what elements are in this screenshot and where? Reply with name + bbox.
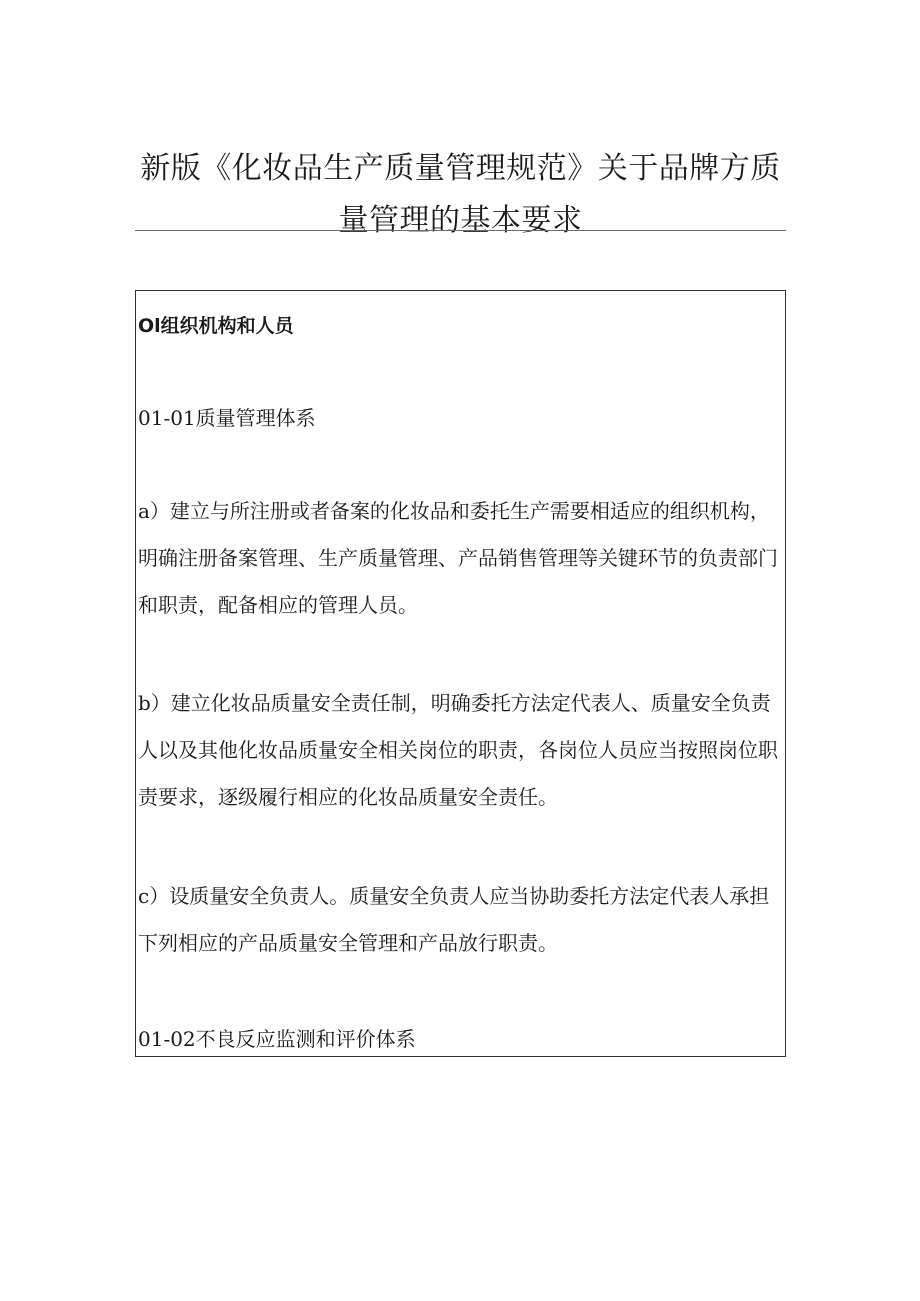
content-box [135, 290, 786, 1057]
subsection-heading-adverse-reaction: 01-02不良反应监测和评价体系 [138, 1027, 416, 1051]
paragraph-a: a）建立与所注册或者备案的化妆品和委托生产需要相适应的组织机构，明确注册备案管理、生产质量管理、产品销售管理等关键环节的负责部门和职责，配备相应的管理人员。 [138, 499, 778, 617]
subsection-heading-quality-system: 01-01质量管理体系 [138, 406, 316, 430]
title-underline [135, 230, 786, 231]
document-title: 新版《化妆品生产质量管理规范》关于品牌方质量管理的基本要求 [140, 151, 781, 238]
paragraph-b: b）建立化妆品质量安全责任制，明确委托方法定代表人、质量安全负责人以及其他化妆品质量安全相关岗位的职责，各岗位人员应当按照岗位职责要求，逐级履行相应的化妆品质量安全责任。 [138, 691, 778, 809]
paragraph-c: c）设质量安全负责人。质量安全负责人应当协助委托方法定代表人承担下列相应的产品质量安全管理和产品放行职责。 [138, 884, 770, 955]
section-heading: Ol组织机构和人员 [138, 315, 294, 337]
